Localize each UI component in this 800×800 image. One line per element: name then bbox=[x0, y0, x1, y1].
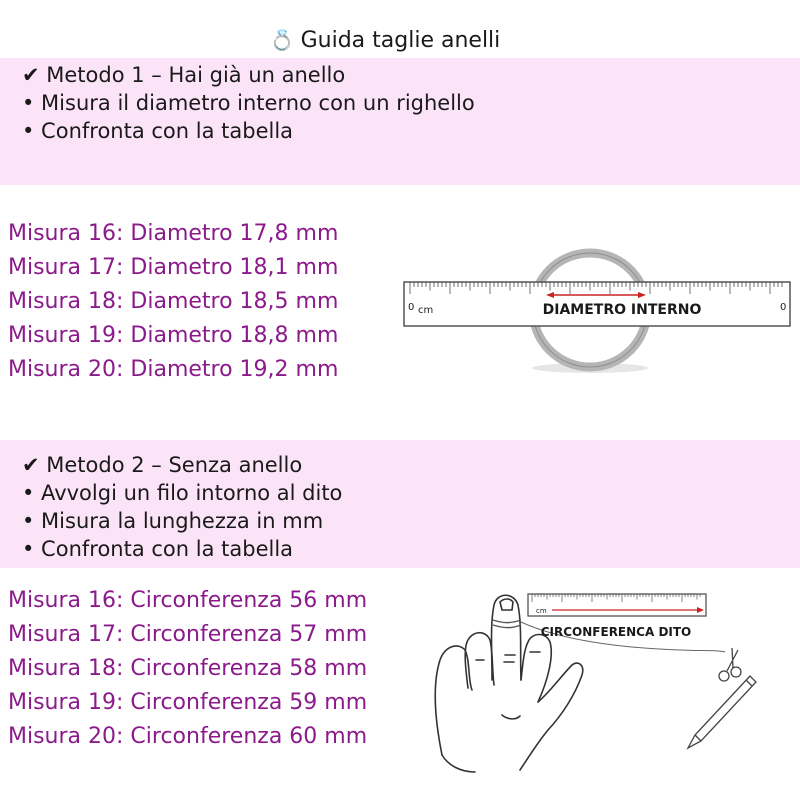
method2-step: • Avvolgi un filo intorno al dito bbox=[22, 481, 343, 505]
method2-step: • Misura la lunghezza in mm bbox=[22, 509, 324, 533]
circumference-item: Misura 16: Circonferenza 56 mm bbox=[8, 588, 368, 613]
method2-heading: ✔ Metodo 2 – Senza anello bbox=[22, 453, 303, 477]
ring-ruler-illustration bbox=[398, 238, 798, 378]
method2-step: • Confronta con la tabella bbox=[22, 537, 294, 561]
circumference-item: Misura 18: Circonferenza 58 mm bbox=[8, 656, 368, 681]
diameter-item: Misura 16: Diametro 17,8 mm bbox=[8, 221, 339, 246]
ruler-end-label: 0 bbox=[780, 302, 787, 313]
diameter-list bbox=[8, 217, 338, 387]
diameter-item: Misura 17: Diametro 18,1 mm bbox=[8, 255, 339, 280]
diameter-item: Misura 19: Diametro 18,8 mm bbox=[8, 323, 339, 348]
ruler-zero-label: 0 bbox=[408, 302, 415, 313]
diameter-item: Misura 20: Diametro 19,2 mm bbox=[8, 357, 339, 382]
ruler-unit-label: cm bbox=[418, 305, 434, 316]
circumference-list bbox=[8, 584, 367, 754]
circumference-label: CIRCONFERENCA DITO bbox=[540, 625, 692, 639]
page-title bbox=[0, 28, 770, 53]
circumference-item: Misura 19: Circonferenza 59 mm bbox=[8, 690, 368, 715]
circumference-item: Misura 20: Circonferenza 60 mm bbox=[8, 724, 368, 749]
hand-string-illustration bbox=[420, 580, 790, 780]
method1-box bbox=[0, 58, 800, 185]
diameter-label: DIAMETRO INTERNO bbox=[542, 302, 702, 318]
page-title-text: Guida taglie anelli bbox=[300, 28, 501, 53]
circumference-item: Misura 17: Circonferenza 57 mm bbox=[8, 622, 368, 647]
scissors-icon bbox=[719, 648, 741, 681]
small-ruler-body bbox=[528, 594, 706, 616]
method1-step: • Confronta con la tabella bbox=[22, 119, 294, 143]
hand-icon bbox=[435, 595, 582, 772]
method1-heading: ✔ Metodo 1 – Hai già un anello bbox=[22, 63, 346, 87]
small-ruler-unit-label: cm bbox=[536, 607, 547, 615]
pencil-icon bbox=[688, 676, 756, 748]
method2-box bbox=[0, 440, 800, 568]
ring-icon: 💍 bbox=[269, 28, 295, 52]
diameter-item: Misura 18: Diametro 18,5 mm bbox=[8, 289, 339, 314]
method1-step: • Misura il diametro interno con un righello bbox=[22, 91, 475, 115]
